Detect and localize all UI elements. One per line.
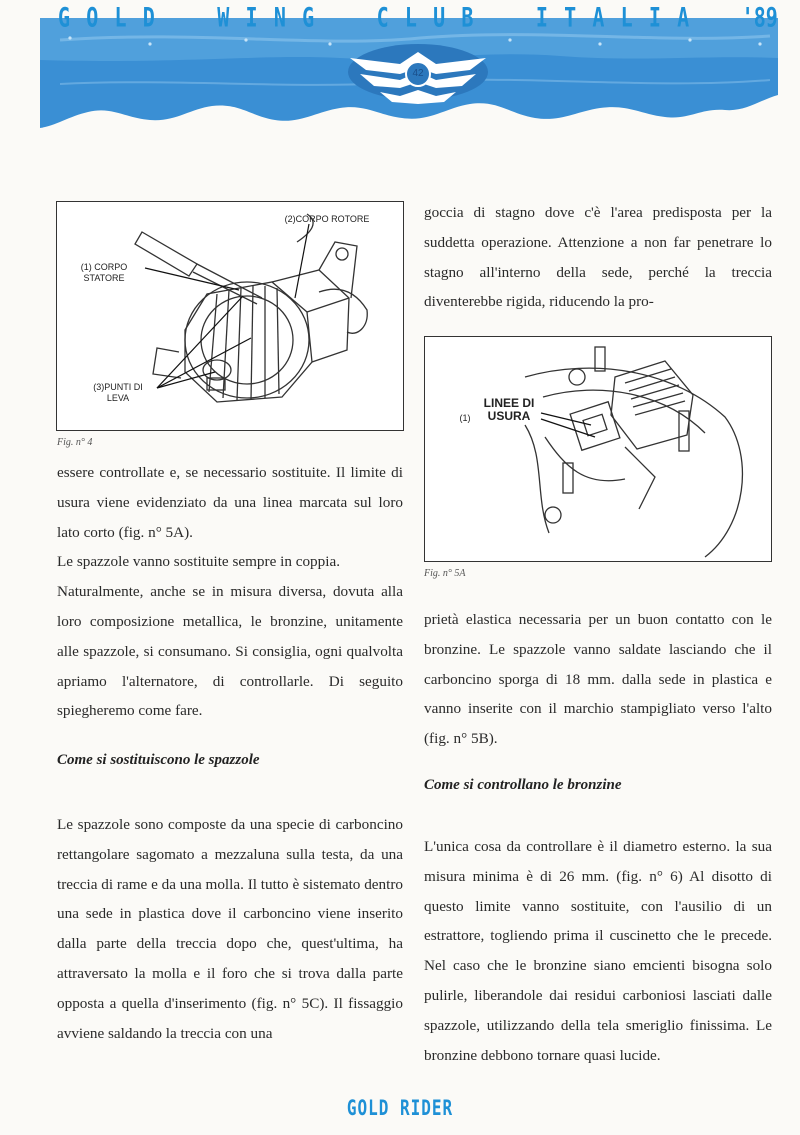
footer-title: GOLD RIDER — [346, 1094, 454, 1121]
paragraph: essere controllate e, se necessario sostituite. Il limite di usura viene evidenziato da una linea marcata sul loro lato corto (fig. n° 5A). — [57, 464, 403, 541]
figure-alternator — [56, 201, 404, 431]
page-number: 42 — [412, 68, 424, 79]
label-wear-lines: LINEE DI USURA — [483, 396, 535, 423]
column-left-top — [57, 458, 403, 726]
paragraph: Naturalmente, anche se in misura diversa, dovuta alla loro composizione metallica, le bronzine, unitamente alle spazzole, si consumano. Si consiglia, ogni qualvolta apriamo l'alternatore, di controllarle. Di seguito spiegheremo come fare. — [57, 583, 403, 720]
paragraph: Le spazzole sono composte da una specie di carboncino rettangolare sagomato a mezzaluna sulla testa, da una treccia di rame e da una molla. Il tutto è sistemato dentro una sede in plastica dove il carboncino viene inserito dalla parte della treccia dopo che, quest'ultima, ha attraversato la molla e il foro che si trova dalla parte opposta a quella d'inserimento (fig. n° 5C). Il fissaggio avviene saldando la treccia con una — [57, 816, 403, 1042]
paragraph: Le spazzole vanno sostituite sempre in coppia. — [57, 553, 340, 571]
column-right-bottom — [424, 832, 772, 1070]
label-stator: (1) CORPO STATORE — [80, 262, 128, 283]
section-heading: Come si sostituiscono le spazzole — [57, 752, 260, 768]
label-index: (1) — [459, 413, 471, 423]
paragraph: goccia di stagno dove c'è l'area predisposta per la suddetta operazione. Attenzione a non far penetrare lo stagno all'interno della sede, perché la treccia diventerebbe rigida, riducendo la pro- — [424, 204, 772, 311]
section-heading: Come si controllano le bronzine — [424, 777, 622, 793]
paragraph: L'unica cosa da controllare è il diametro esterno. la sua misura minima è di 26 mm. (fig. n° 6) Al disotto di questo limite vanno sostituite, con l'ausilio di un estrattore, togliendo prima il cuscinetto che le precede. Nel caso che le bronzine siano emcienti bisogna solo pulirle, liberandole dai residui carboniosi lasciati dalle spazzole, utilizzando della tela smeriglio finissima. Le bronzine debbono tornare quasi lucide. — [424, 838, 772, 1064]
label-lever-points: (3)PUNTI DI LEVA — [93, 382, 143, 403]
masthead-title: G O L D W I N G C L U B I T A L I A '89 — [58, 0, 778, 34]
figure-brushes — [424, 336, 772, 562]
label-rotor: (2)CORPO ROTORE — [284, 214, 370, 224]
paragraph: prietà elastica necessaria per un buon contatto con le bronzine. Le spazzole vanno saldate lasciando che il carboncino sporga di 18 mm. dalla sede in plastica e vanno inserite con il marchio stampigliato verso l'alto (fig. n° 5B). — [424, 611, 772, 748]
column-left-bottom — [57, 810, 403, 1048]
figure-caption: Fig. n° 5A — [424, 568, 466, 579]
figure-caption: Fig. n° 4 — [57, 437, 93, 448]
column-right-middle — [424, 605, 772, 754]
column-right-top — [424, 198, 772, 317]
